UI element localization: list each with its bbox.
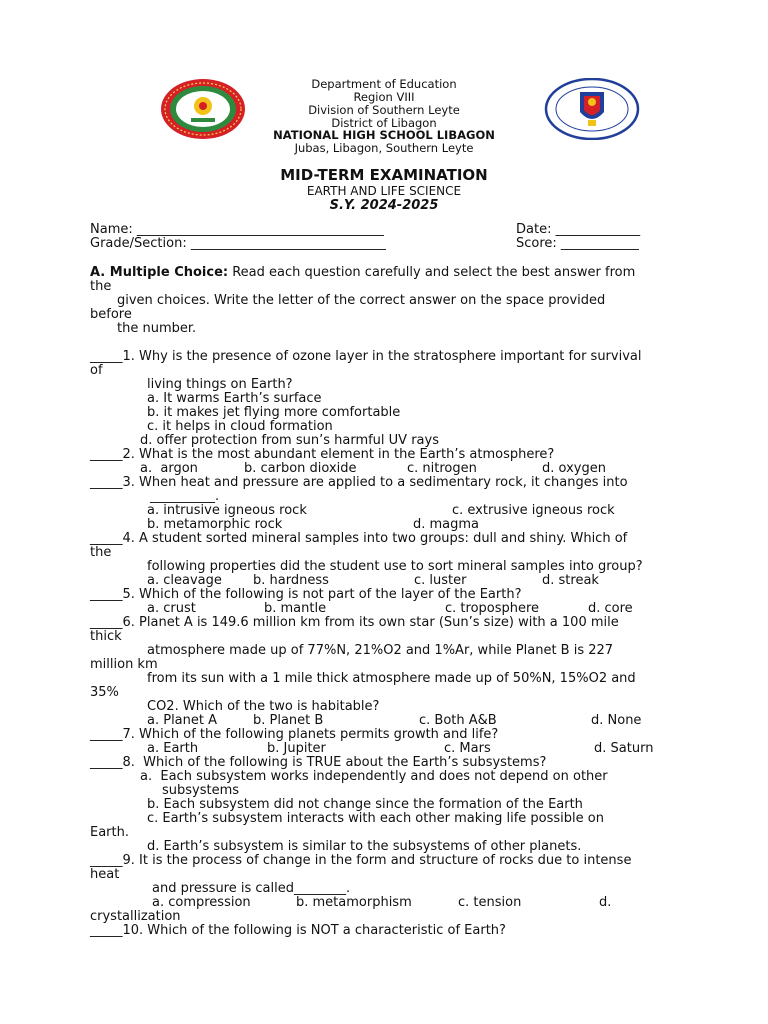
name-field[interactable]: Name: ______________________________________ — [90, 222, 384, 237]
q2-option-d: d. oxygen — [542, 461, 606, 476]
question-6-wrap-3: 35% — [90, 685, 119, 700]
q2-option-b: b. carbon dioxide — [244, 461, 357, 476]
question-6-wrap-1: thick — [90, 629, 122, 644]
instructions-heading: A. Multiple Choice: — [90, 265, 229, 280]
q8-option-a-cont: subsystems — [162, 783, 240, 798]
q5-option-d: d. core — [588, 601, 633, 616]
q8-option-c-wrap: Earth. — [90, 825, 129, 840]
question-7: _____7. Which of the following planets permits growth and life? — [90, 727, 499, 742]
q2-option-c: c. nitrogen — [407, 461, 477, 476]
q3-option-a: a. intrusive igneous rock — [147, 503, 307, 518]
grade-section-field[interactable]: Grade/Section: ______________________________ — [90, 236, 386, 251]
question-6: _____6. Planet A is 149.6 million km from its own star (Sun’s size) with a 100 mile — [90, 615, 619, 630]
exam-subject: EARTH AND LIFE SCIENCE — [306, 184, 462, 198]
q9-option-b: b. metamorphism — [296, 895, 412, 910]
instructions-line-1 — [90, 266, 635, 280]
instructions-line-3: given choices. Write the letter of the correct answer on the space provided — [117, 293, 606, 308]
q1-option-b: b. it makes jet flying more comfortable — [147, 405, 401, 420]
q7-option-a: a. Earth — [147, 741, 199, 756]
q3-option-d: d. magma — [413, 517, 480, 532]
question-6-cont-2: from its sun with a 1 mile thick atmosphere made up of 50%N, 15%O2 and — [147, 671, 636, 686]
q5-option-b: b. mantle — [264, 601, 327, 616]
q4-option-c: c. luster — [414, 573, 467, 588]
question-1: _____1. Why is the presence of ozone layer in the stratosphere important for survival — [90, 349, 642, 364]
question-1-cont: living things on Earth? — [147, 377, 293, 392]
q9-option-a: a. compression — [152, 895, 251, 910]
question-6-cont-1: atmosphere made up of 77%N, 21%O2 and 1%Ar, while Planet B is 227 — [147, 643, 614, 658]
q1-option-c: c. it helps in cloud formation — [147, 419, 333, 434]
q4-option-b: b. hardness — [253, 573, 329, 588]
district-name: District of Libagon — [331, 116, 437, 130]
q3-option-c: c. extrusive igneous rock — [452, 503, 615, 518]
instructions-line-4: before — [90, 307, 132, 322]
question-3-blank: __________. — [150, 489, 220, 504]
question-3: _____3. When heat and pressure are applied to a sedimentary rock, it changes into — [90, 475, 628, 490]
department-name: Department of Education — [311, 77, 457, 91]
instructions-line-5: the number. — [117, 321, 197, 336]
question-9-wrap: heat — [90, 867, 120, 882]
q6-option-a: a. Planet A — [147, 713, 218, 728]
question-4-cont: following properties did the student use to sort mineral samples into group? — [147, 559, 643, 574]
q1-option-d: d. offer protection from sun’s harmful UV rays — [140, 433, 439, 448]
question-9: _____9. It is the process of change in the form and structure of rocks due to intense — [90, 853, 632, 868]
q7-option-d: d. Saturn — [594, 741, 654, 756]
q6-option-d: d. None — [591, 713, 642, 728]
instructions-text: Read each question carefully and select the best answer from — [228, 265, 636, 280]
q4-option-d: d. streak — [542, 573, 599, 588]
score-field[interactable]: Score: ____________ — [516, 236, 639, 251]
school-address: Jubas, Libagon, Southern Leyte — [294, 141, 474, 155]
question-4-wrap: the — [90, 545, 112, 560]
question-6-cont-3: CO2. Which of the two is habitable? — [147, 699, 380, 714]
q9-option-c: c. tension — [458, 895, 522, 910]
question-4: _____4. A student sorted mineral samples into two groups: dull and shiny. Which of — [90, 531, 628, 546]
question-6-wrap-2: million km — [90, 657, 158, 672]
q5-option-c: c. troposphere — [445, 601, 540, 616]
q6-option-c: c. Both A&B — [419, 713, 497, 728]
question-2: _____2. What is the most abundant element in the Earth’s atmosphere? — [90, 447, 555, 462]
question-5: _____5. Which of the following is not part of the layer of the Earth? — [90, 587, 522, 602]
exam-title: MID-TERM EXAMINATION — [280, 166, 488, 184]
school-year: S.Y. 2024-2025 — [329, 198, 439, 213]
q8-option-d: d. Earth’s subsystem is similar to the subsystems of other planets. — [147, 839, 582, 854]
question-8: _____8. Which of the following is TRUE about the Earth’s subsystems? — [90, 755, 547, 770]
q4-option-a: a. cleavage — [147, 573, 222, 588]
q8-option-c: c. Earth’s subsystem interacts with each other making life possible on — [147, 811, 604, 826]
division-name: Division of Southern Leyte — [308, 103, 460, 117]
q5-option-a: a. crust — [147, 601, 196, 616]
q9-option-d-wrap: crystallization — [90, 909, 181, 924]
q9-option-d: d. — [599, 895, 612, 910]
q1-option-a: a. It warms Earth’s surface — [147, 391, 322, 406]
q3-option-b: b. metamorphic rock — [147, 517, 283, 532]
instructions-line-2: the — [90, 279, 112, 294]
question-1-wrap: of — [90, 363, 103, 378]
question-10: _____10. Which of the following is NOT a characteristic of Earth? — [90, 923, 506, 938]
q7-option-b: b. Jupiter — [267, 741, 326, 756]
question-9-cont: and pressure is called________. — [152, 881, 351, 896]
q7-option-c: c. Mars — [444, 741, 491, 756]
deped-seal-logo — [544, 78, 640, 140]
q8-option-a: a. Each subsystem works independently and does not depend on other — [140, 769, 608, 784]
q8-option-b: b. Each subsystem did not change since the formation of the Earth — [147, 797, 583, 812]
date-field[interactable]: Date: _____________ — [516, 222, 641, 237]
school-name: NATIONAL HIGH SCHOOL LIBAGON — [273, 128, 495, 142]
q2-option-a: a. argon — [140, 461, 198, 476]
region-name: Region VIII — [353, 90, 415, 104]
q6-option-b: b. Planet B — [253, 713, 324, 728]
